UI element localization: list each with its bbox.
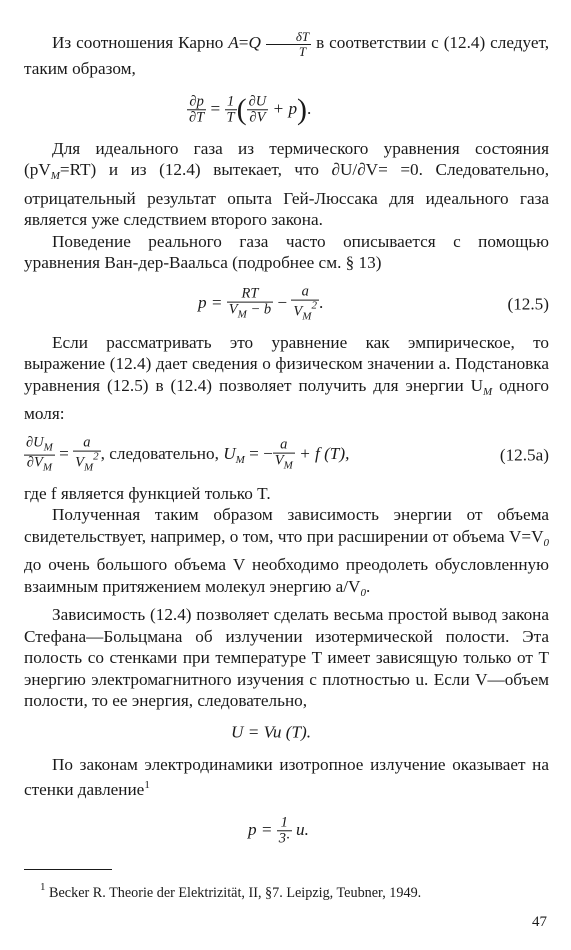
subscript: 0 (543, 536, 549, 549)
footnote (40, 878, 550, 902)
fraction-denominator: ∂T (189, 109, 205, 126)
math-V: V (293, 303, 303, 320)
math-p-equals: p = (248, 819, 273, 839)
paragraph-carnot (24, 30, 549, 80)
paragraph-ideal-gas (24, 138, 549, 231)
fraction-dU-dV (247, 94, 269, 125)
fraction-denominator (273, 454, 295, 473)
text-run: Из соотношения Карно (52, 33, 229, 53)
math-equals-minus: = − (244, 443, 273, 463)
math-period: . (318, 292, 324, 312)
equation-p-third-u (24, 805, 549, 857)
subscript: M (302, 310, 312, 323)
fraction-numerator: 1 (277, 815, 292, 831)
fraction-denominator: 3· (278, 830, 290, 847)
fraction-a-over-VM2 (291, 284, 319, 323)
fraction-numerator: 1 (225, 94, 237, 110)
subscript: M (483, 385, 493, 398)
math-u: u. (291, 819, 309, 839)
footnote-rule (24, 869, 112, 870)
text-run: Полученная таким образом зависимость энергии от объема свидетельствует, например, о том, что при расширении от объема V=V (24, 505, 549, 546)
fraction-denominator (291, 301, 319, 324)
fraction-a-over-VM (273, 437, 295, 472)
text-run: , следовательно, (100, 443, 224, 463)
math-dU: ∂U (26, 434, 44, 451)
fraction-1-over-3 (277, 815, 292, 846)
footnote-mark: 1 (40, 881, 46, 893)
subscript: M (50, 170, 60, 183)
fraction-numerator (24, 436, 55, 456)
paragraph-electrodynamics (24, 754, 549, 801)
fraction-deltaT-over-T (266, 30, 311, 58)
subscript: M (235, 453, 245, 466)
left-paren: ( (236, 92, 247, 126)
text-run: . (365, 576, 371, 596)
fraction-dUM-dVM (24, 436, 55, 474)
text-run: до очень большого объема V необходимо преодолеть обусловленную взаимным притяжением молекул энергию a/V (24, 555, 549, 596)
fraction-RT (227, 286, 273, 321)
math-equals: = (59, 443, 69, 463)
math-V: V (274, 452, 284, 469)
math-A: A (228, 33, 239, 53)
subscript: 0 (360, 586, 366, 599)
superscript: 2 (93, 450, 99, 463)
math-dV: ∂V (26, 454, 43, 471)
equation-dp-dT: $\frac{\partial p}{\partial T}$ = $\frac{1}{T}$ ( $\frac{\partial U}{\partial V}$ + p). (189, 92, 312, 126)
fraction-numerator: ∂p (187, 94, 206, 110)
text-run: в соответствии с (12.4) следует, таким образом, (24, 33, 550, 79)
superscript: 2 (311, 299, 317, 312)
text-run: Если рассматривать это уравнение как эмпирическое, то выражение (12.4) дает сведения о физическом значении a. Подстановка уравнения (12.5) в (12.4) позволяет получить для энергии U (24, 332, 549, 395)
subscript: M (283, 459, 293, 472)
fraction-1-over-T (225, 94, 237, 125)
fraction-a-over-VM2 (73, 435, 101, 474)
fraction-numerator: RT (227, 286, 273, 302)
paragraph-empirical (24, 332, 549, 425)
equation-number: (12.5) (507, 294, 549, 314)
math-minus-b: − b (246, 301, 272, 318)
subscript: M (42, 461, 52, 474)
subscript: M (83, 461, 94, 474)
fraction-numerator: a (291, 284, 319, 300)
fraction-denominator (24, 455, 55, 474)
fraction-numerator: a (273, 437, 295, 453)
equation-12-5 (24, 278, 549, 330)
page-number: 47 (532, 914, 547, 930)
fraction-numerator: a (73, 435, 101, 451)
math-plus-fT: + f (T), (294, 443, 350, 463)
footnote-reference: 1 (144, 779, 150, 792)
math-V: V (75, 454, 84, 471)
paragraph-where-f: где f является функцией только T. (24, 483, 271, 503)
text-run: одного моля: (24, 375, 549, 424)
fraction-denominator: ∂V (249, 109, 266, 126)
paragraph-energy-dependence (24, 504, 549, 604)
text-run: =RT) и из (12.4) вытекает, что ∂U/∂V= =0. Следовательно, отрицательный результат опыта Гей-Люссака для идеального газа является уже следствием второго закона. (24, 160, 549, 230)
right-paren: ) (297, 92, 308, 126)
text-run: Для идеального газа из термического уравнения состояния (pV (24, 138, 549, 180)
fraction-denominator (73, 452, 101, 475)
math-equals: = (238, 33, 249, 53)
math-U: U (223, 443, 236, 463)
fraction-denominator: T (298, 43, 307, 59)
paragraph-stefan-boltzmann: Зависимость (12.4) позволяет сделать весьма простой вывод закона Стефана—Больцмана об излучении изотермической полости. Эта полость со стенками при температуре T имеет зависящую только от T энергию электромагнитного изучения с плотностью u. Если V—объем полости, то ее энергия, следовательно, (24, 605, 549, 711)
equation-U-Vu (24, 718, 549, 746)
text-run: По законам электродинамики изотропное излучение оказывает на стенки давление (24, 754, 549, 800)
fraction-denominator (227, 303, 273, 322)
math-equals: = (210, 98, 221, 118)
math-V: V (228, 301, 238, 318)
equation-12-5a (24, 429, 549, 481)
subscript: M (43, 441, 53, 454)
fraction-denominator: T (226, 109, 235, 126)
equation-text: U = Vu (T). (231, 722, 312, 742)
math-minus: − (273, 292, 292, 312)
paragraph-van-der-waals: Поведение реального газа часто описывается с помощью уравнения Ван-дер-Ваальса (подробнее см. § 13) (24, 231, 549, 273)
equation-number: (12.5a) (499, 445, 549, 465)
footnote-text: Becker R. Theorie der Elektrizität, II, §7. Leipzig, Teubner, 1949. (45, 885, 422, 901)
math-plus-p: + p (272, 98, 298, 118)
subscript: M (237, 308, 247, 321)
math-Q: Q (248, 33, 261, 53)
page-body (24, 30, 549, 859)
math-p-equals: p = (198, 292, 223, 312)
fraction-dp-dT (187, 94, 206, 125)
fraction-numerator: δT (266, 30, 311, 45)
fraction-numerator: ∂U (248, 93, 267, 110)
